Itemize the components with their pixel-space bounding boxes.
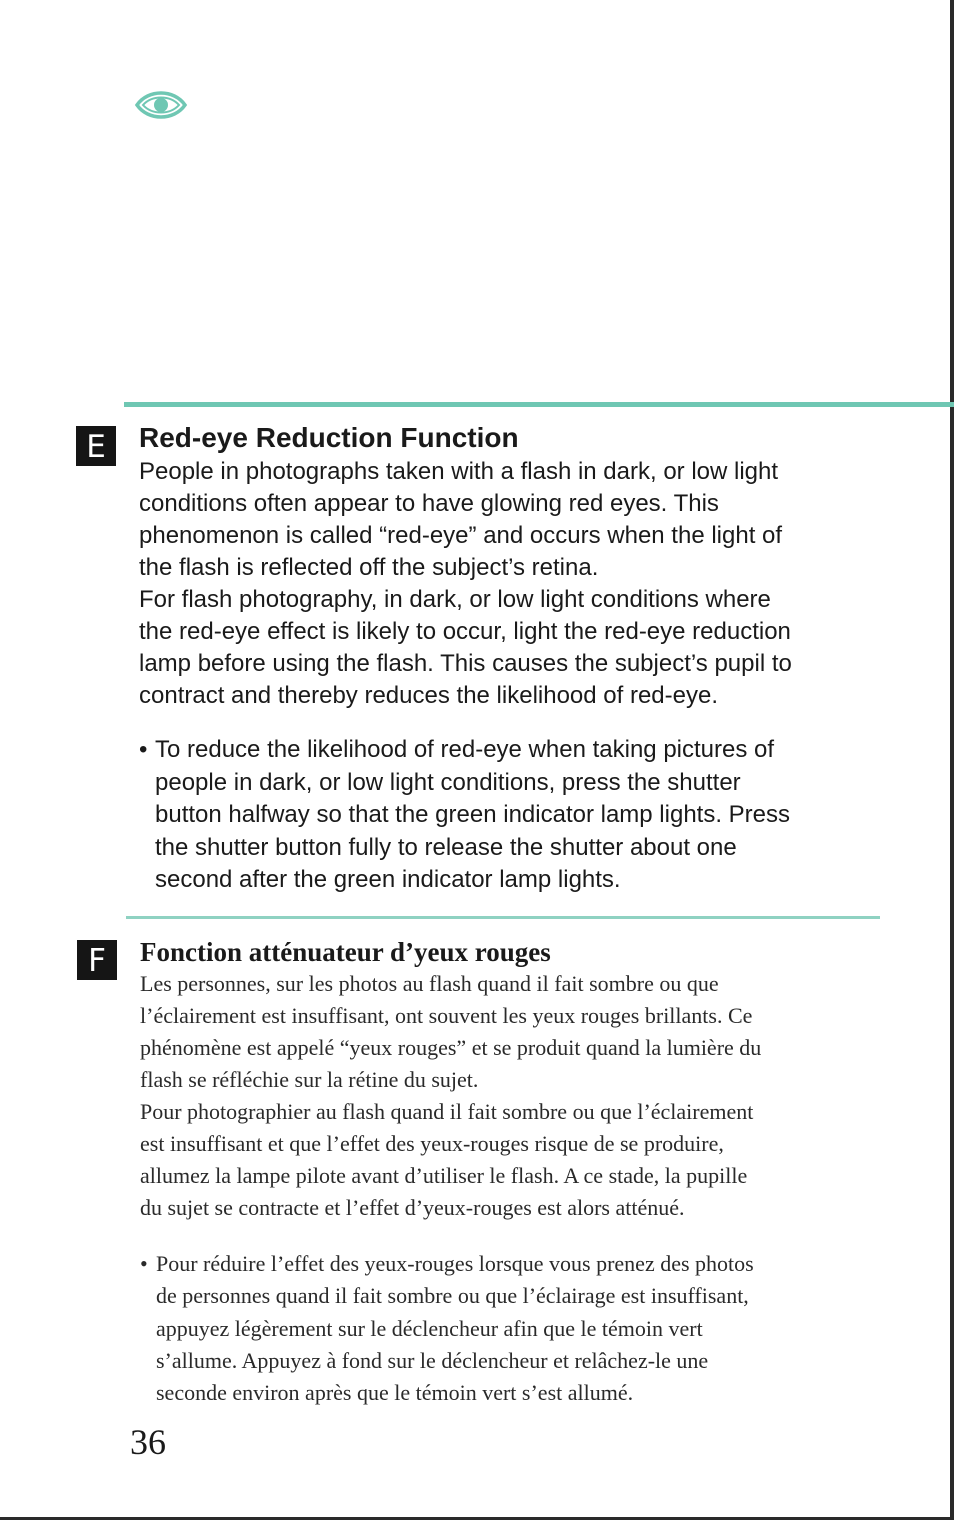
english-body-line: lamp before using the flash. This causes the subject’s pupil to	[139, 650, 792, 677]
english-body	[139, 456, 899, 712]
english-bullet-line: the shutter button fully to release the shutter about one	[155, 833, 737, 861]
french-body-line: l’éclairement est insuffisant, ont souvent les yeux rouges brillants. Ce	[140, 1003, 753, 1028]
language-badge-english: E	[76, 426, 116, 466]
french-bullet-line: de personnes quand il fait sombre ou que l’éclairage est insuffisant,	[156, 1283, 749, 1309]
english-body-line: the red-eye effect is likely to occur, light the red-eye reduction	[139, 618, 791, 645]
eye-icon	[134, 86, 188, 124]
french-body-line: flash se réfléchie sur la rétine du sujet.	[140, 1067, 479, 1092]
english-body-line: contract and thereby reduces the likelihood of red-eye.	[139, 682, 719, 709]
english-bullet-list	[139, 734, 899, 897]
english-body-line: People in photographs taken with a flash in dark, or low light	[139, 458, 779, 485]
english-body-line: phenomenon is called “red-eye” and occurs when the light of	[139, 522, 783, 549]
french-body-line: est insuffisant et que l’effet des yeux-rouges risque de se produire,	[140, 1131, 724, 1156]
french-bullet-item	[140, 1248, 900, 1409]
english-body-line: conditions often appear to have glowing red eyes. This	[139, 490, 719, 517]
english-body-line: the flash is reflected off the subject’s retina.	[139, 554, 599, 581]
english-bullet-line: second after the green indicator lamp lights.	[155, 866, 621, 893]
english-bullet-line: people in dark, or low light conditions, press the shutter	[155, 768, 741, 796]
french-bullet-line: Pour réduire l’effet des yeux-rouges lorsque vous prenez des photos	[156, 1251, 754, 1276]
french-body-line: Pour photographier au flash quand il fait sombre ou que l’éclairement	[140, 1099, 754, 1124]
english-bullet-line: button halfway so that the green indicator lamp lights. Press	[155, 801, 791, 828]
french-body-line: phénomène est appelé “yeux rouges” et se produit quand la lumière du	[140, 1035, 762, 1060]
french-bullet-line: seconde environ après que le témoin vert s’est allumé.	[156, 1380, 634, 1406]
english-body-line: For flash photography, in dark, or low light conditions where	[139, 586, 771, 613]
french-section-title: Fonction atténuateur d’yeux rouges	[140, 937, 551, 967]
page-number: 36	[130, 1422, 166, 1462]
english-section-title: Red-eye Reduction Function	[139, 422, 519, 453]
french-body-line: du sujet se contracte et l’effet d’yeux-rouges est alors atténué.	[140, 1195, 685, 1220]
french-bullet-line: appuyez légèrement sur le déclencheur afin que le témoin vert	[156, 1315, 703, 1341]
page-edge-right	[950, 0, 954, 1520]
french-body	[140, 968, 900, 1224]
bullet-dot: •	[139, 736, 148, 763]
bullet-dot: •	[140, 1251, 148, 1276]
french-bullet-line: s’allume. Appuyez à fond sur le déclencheur et relâchez-le une	[156, 1347, 709, 1373]
section-divider-top	[124, 402, 954, 407]
french-bullet-list	[140, 1248, 900, 1409]
french-body-line: Les personnes, sur les photos au flash quand il fait sombre ou que	[140, 971, 719, 996]
english-bullet-item	[139, 734, 899, 897]
french-body-line: allumez la lampe pilote avant d’utiliser le flash. A ce stade, la pupille	[140, 1163, 748, 1188]
language-badge-french: F	[77, 940, 117, 980]
english-bullet-line: To reduce the likelihood of red-eye when taking pictures of	[155, 736, 775, 763]
section-divider-middle	[126, 916, 880, 919]
